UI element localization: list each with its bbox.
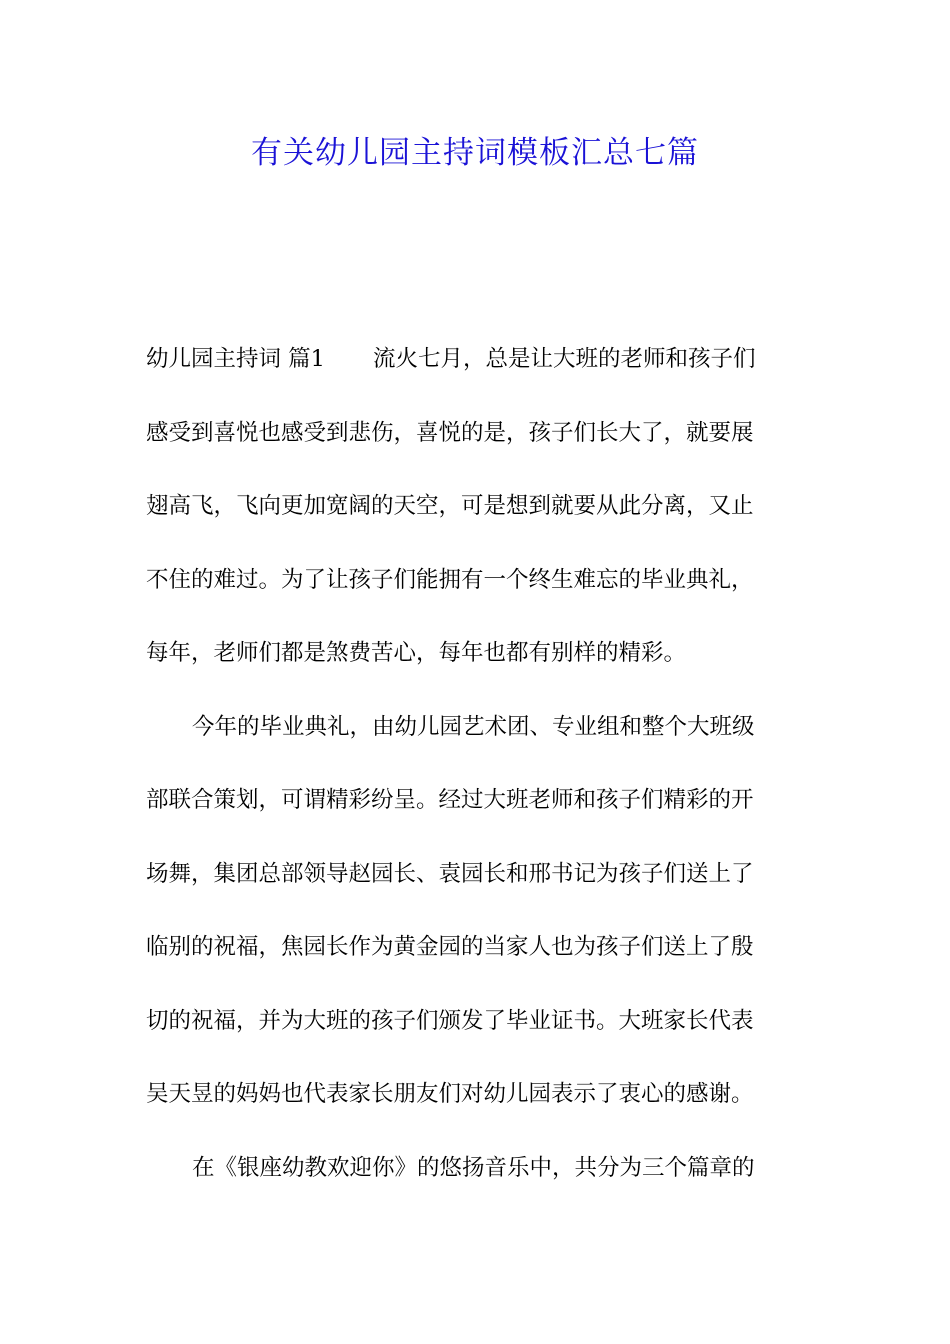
paragraph-line <box>146 334 806 408</box>
paragraph-line: 每年，老师们都是煞费苦心，每年也都有别样的精彩。 <box>146 640 687 666</box>
paragraph-line: 不住的难过。为了让孩子们能拥有一个终生难忘的毕业典礼， <box>146 566 754 593</box>
paragraph-line: 在《银座幼教欢迎你》的悠扬音乐中，共分为三个篇章的 <box>192 1154 755 1181</box>
document-body <box>146 334 806 1216</box>
paragraph-line: 吴天昱的妈妈也代表家长朋友们对幼儿园表示了衷心的感谢。 <box>146 1081 754 1107</box>
line-text: 流火七月，总是让大班的老师和孩子们 <box>372 346 756 372</box>
paragraph-line: 切的祝福，并为大班的孩子们颁发了毕业证书。大班家长代表 <box>146 1007 754 1034</box>
paragraph-line: 部联合策划，可谓精彩纷呈。经过大班老师和孩子们精彩的开 <box>146 787 754 813</box>
paragraph-line: 今年的毕业典礼，由幼儿园艺术团、专业组和整个大班级 <box>192 713 755 740</box>
paragraph-line: 感受到喜悦也感受到悲伤，喜悦的是，孩子们长大了，就要展 <box>146 419 754 446</box>
paragraph-line: 临别的祝福，焦园长作为黄金园的当家人也为孩子们送上了殷 <box>146 934 754 960</box>
section-heading: 幼儿园主持词 篇1 <box>146 346 325 372</box>
paragraph-line: 场舞，集团总部领导赵园长、袁园长和邢书记为孩子们送上了 <box>146 860 754 887</box>
document-title: 有关幼儿园主持词模板汇总七篇 <box>251 135 699 171</box>
paragraph-line: 翅高飞，飞向更加宽阔的天空，可是想到就要从此分离，又止 <box>146 493 754 519</box>
